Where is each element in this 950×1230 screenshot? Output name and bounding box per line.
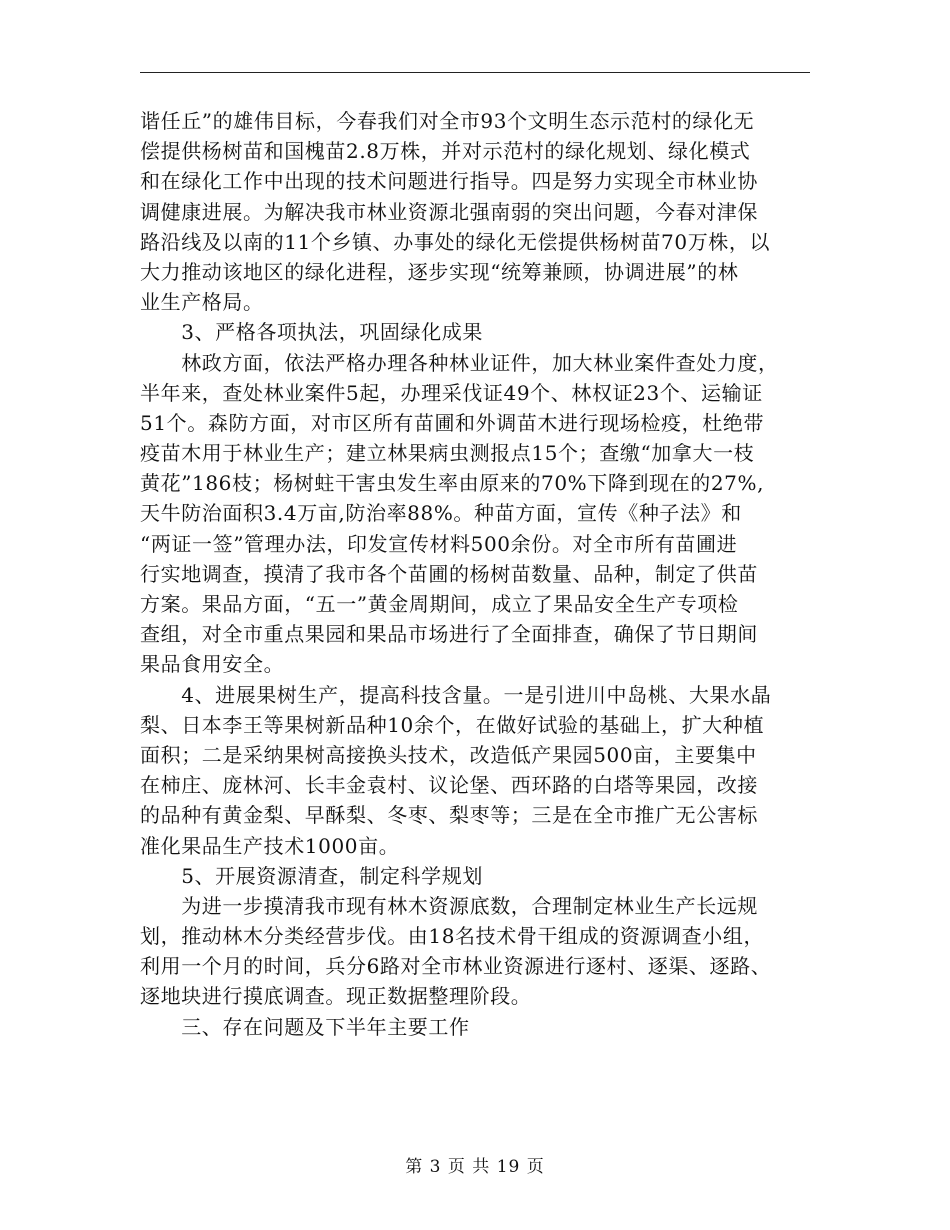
text-line: 划，推动林木分类经营步伐。由18名技术骨干组成的资源调查小组， [140,924,765,949]
text-line: 的品种有黄金梨、早酥梨、冬枣、梨枣等；三是在全市推广无公害标 [140,803,758,828]
section-heading: 3、严格各项执法，巩固绿化成果 [140,320,483,345]
section-heading: 5、开展资源清查，制定科学规划 [140,863,483,888]
text-line: 查组，对全市重点果园和果品市场进行了全面排查，确保了节日期间 [140,622,758,647]
text-line: “两证一签”管理办法，印发宣传材料500余份。对全市所有苗圃进 [140,531,738,556]
document-body [140,106,812,1042]
text-line: 偿提供杨树苗和国槐苗2.8万株，并对示范村的绿化规划、绿化模式 [140,139,751,164]
text-line: 和在绿化工作中出现的技术问题进行指导。四是努力实现全市林业协 [140,169,758,194]
text-line: 疫苗木用于林业生产；建立林果病虫测报点15个；查缴“加拿大一枝 [140,441,755,466]
text-line: 果品食用安全。 [140,652,285,677]
text-line: 半年来，查处林业案件5起，办理采伐证49个、林权证23个、运输证 [140,380,763,405]
page-number-footer: 第 3 页 共 19 页 [405,1157,545,1177]
text-line: 黄花”186枝；杨树蛀干害虫发生率由原来的70%下降到现在的27%, [140,471,765,496]
text-line: 行实地调查，摸清了我市各个苗圃的杨树苗数量、品种，制定了供苗 [140,561,758,586]
text-line: 业生产格局。 [140,290,264,315]
text-line: 在柿庄、庞林河、长丰金袁村、议论堡、西环路的白塔等果园，改接 [140,773,758,798]
text-line: 路沿线及以南的11个乡镇、办事处的绿化无偿提供杨树苗70万株，以 [140,229,771,254]
text-line: 方案。果品方面，“五一”黄金周期间，成立了果品安全生产专项检 [140,592,739,616]
text-line: 大力推动该地区的绿化进程，逐步实现“统筹兼顾，协调进展”的林 [140,259,739,284]
section-heading: 4、进展果树生产，提高科技含量。一是引进川中岛桃、大果水晶 [140,682,772,707]
text-line: 天牛防治面积3.4万亩,防治率88%。种苗方面，宣传《种子法》和 [140,501,742,526]
section-heading: 三、存在问题及下半年主要工作 [140,1014,470,1039]
text-line: 为进一步摸清我市现有林木资源底数，合理制定林业生产长远规 [140,893,758,918]
text-line: 利用一个月的时间，兵分6路对全市林业资源进行逐村、逐渠、逐路、 [140,954,772,979]
text-line: 谐任丘”的雄伟目标，今春我们对全市93个文明生态示范村的绿化无 [140,109,755,133]
text-line: 逐地块进行摸底调查。现正数据整理阶段。 [140,984,532,1009]
text-line: 调健康进展。为解决我市林业资源北强南弱的突出问题，今春对津保 [140,199,758,224]
text-line: 准化果品生产技术1000亩。 [140,833,400,858]
header-rule [140,72,810,73]
text-line: 梨、日本李王等果树新品种10余个，在做好试验的基础上，扩大种植 [140,712,765,737]
text-line: 51个。森防方面，对市区所有苗圃和外调苗木进行现场检疫，杜绝带 [140,410,765,435]
text-line: 林政方面，依法严格办理各种林业证件，加大林业案件查处力度， [140,350,779,375]
text-line: 面积；二是采纳果树高接换头技术，改造低产果园500亩，主要集中 [140,742,757,767]
